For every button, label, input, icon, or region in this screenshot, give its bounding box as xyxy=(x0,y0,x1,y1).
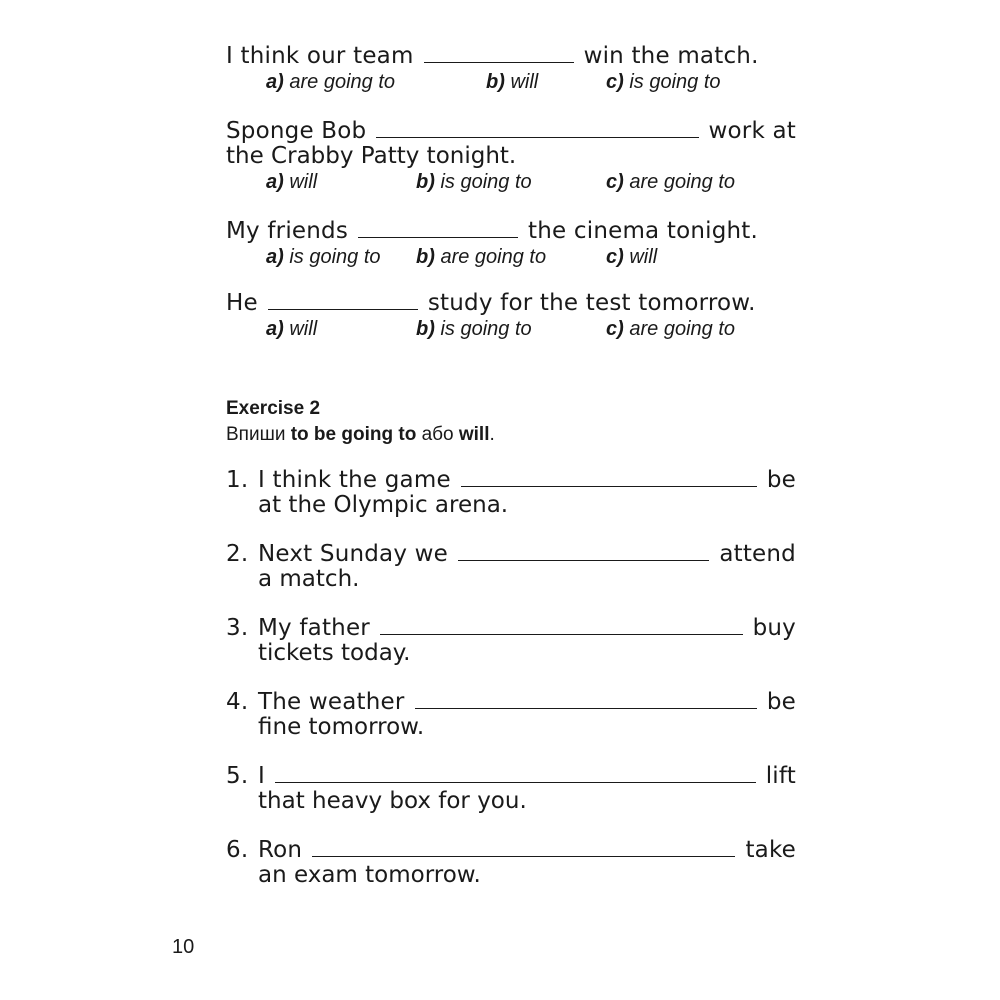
option-a[interactable]: a) will xyxy=(266,171,318,193)
item-continuation: a match. xyxy=(258,566,360,592)
item-continuation: tickets today. xyxy=(258,640,411,666)
item-number: 5. xyxy=(226,763,249,789)
item-number: 4. xyxy=(226,689,249,715)
item-number: 1. xyxy=(226,467,249,493)
exercise-2-header xyxy=(226,396,796,448)
option-b[interactable]: b) will xyxy=(486,71,539,93)
question-text-before: Sponge Bob xyxy=(226,118,367,144)
answer-blank[interactable] xyxy=(424,46,574,63)
item-text-before: I xyxy=(258,763,265,789)
answer-blank[interactable] xyxy=(358,221,518,238)
list-item xyxy=(226,616,796,666)
list-item xyxy=(226,690,796,740)
exercise-instruction: Впиши to be going to або will. xyxy=(226,424,495,445)
item-text-after: take xyxy=(745,837,796,863)
item-text-after: lift xyxy=(765,763,796,789)
question-line xyxy=(226,44,796,69)
answer-blank[interactable] xyxy=(312,840,735,857)
item-text-before: The weather xyxy=(258,689,405,715)
answer-blank[interactable] xyxy=(380,618,743,635)
item-text-before: I think the game xyxy=(258,467,451,493)
answer-blank[interactable] xyxy=(275,766,756,783)
question-3 xyxy=(226,219,796,269)
item-continuation: that heavy box for you. xyxy=(258,788,527,814)
option-b[interactable]: b) is going to xyxy=(416,318,532,340)
option-a[interactable]: a) is going to xyxy=(266,246,381,268)
list-item xyxy=(226,838,796,888)
question-line xyxy=(226,291,796,316)
option-c[interactable]: c) are going to xyxy=(606,318,735,340)
option-c[interactable]: c) is going to xyxy=(606,71,721,93)
item-text-after: attend xyxy=(719,541,796,567)
answer-blank[interactable] xyxy=(415,692,757,709)
item-text-before: My father xyxy=(258,615,370,641)
answer-options xyxy=(226,317,796,341)
question-text-after: win the match. xyxy=(583,43,759,69)
option-a[interactable]: a) will xyxy=(266,318,318,340)
option-b[interactable]: b) is going to xyxy=(416,171,532,193)
question-2 xyxy=(226,119,796,194)
question-1 xyxy=(226,44,796,94)
option-c[interactable]: c) will xyxy=(606,246,658,268)
option-a[interactable]: a) are going to xyxy=(266,71,395,93)
question-4 xyxy=(226,291,796,341)
answer-options xyxy=(226,70,796,94)
item-number: 2. xyxy=(226,541,249,567)
answer-options xyxy=(226,170,796,194)
option-c[interactable]: c) are going to xyxy=(606,171,735,193)
item-continuation: fine tomorrow. xyxy=(258,714,425,740)
item-number: 6. xyxy=(226,837,249,863)
question-line xyxy=(226,119,796,144)
answer-blank[interactable] xyxy=(376,121,698,138)
exercise-title: Exercise 2 xyxy=(226,398,321,419)
worksheet xyxy=(226,44,796,912)
item-text-before: Next Sunday we xyxy=(258,541,449,567)
answer-blank[interactable] xyxy=(458,544,709,561)
item-number: 3. xyxy=(226,615,249,641)
question-text-after: the cinema tonight. xyxy=(528,218,759,244)
question-text-after: work at xyxy=(708,118,796,144)
answer-blank[interactable] xyxy=(461,470,757,487)
item-continuation: an exam tomorrow. xyxy=(258,862,481,888)
answer-options xyxy=(226,245,796,269)
item-text-before: Ron xyxy=(258,837,303,863)
question-text-before: My friends xyxy=(226,218,349,244)
question-text-before: He xyxy=(226,290,258,316)
item-text-after: be xyxy=(766,467,796,493)
answer-blank[interactable] xyxy=(268,293,418,310)
list-item xyxy=(226,542,796,592)
item-text-after: buy xyxy=(752,615,796,641)
item-continuation: at the Olympic arena. xyxy=(258,492,509,518)
question-text-after: study for the test tomorrow. xyxy=(427,290,756,316)
question-line xyxy=(226,219,796,244)
exercise-2-list xyxy=(226,468,796,888)
item-text-after: be xyxy=(766,689,796,715)
question-text-before: I think our team xyxy=(226,43,414,69)
option-b[interactable]: b) are going to xyxy=(416,246,547,268)
page-number: 10 xyxy=(172,936,195,958)
list-item xyxy=(226,764,796,814)
list-item xyxy=(226,468,796,518)
question-continuation: the Crabby Patty tonight. xyxy=(226,143,517,169)
